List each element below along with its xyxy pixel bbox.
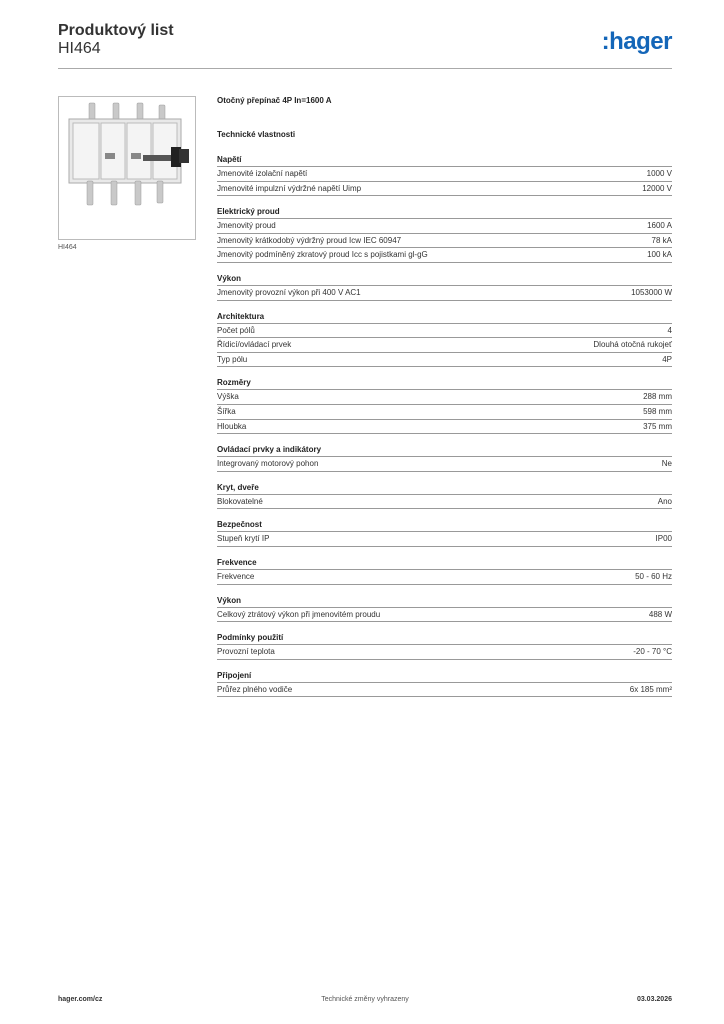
document-title: Produktový list (58, 22, 174, 39)
spec-label: Jmenovité impulzní výdržné napětí Uimp (217, 183, 362, 193)
product-illustration (59, 97, 195, 239)
spec-label: Počet pólů (217, 325, 255, 335)
spec-row (217, 324, 672, 339)
header-divider (58, 68, 672, 69)
spec-content (217, 96, 672, 707)
page-header (58, 20, 672, 70)
hager-logo: :hager (601, 28, 672, 55)
spec-label: Jmenovitý podmíněný zkratový proud Icc s pojistkami gl-gG (217, 250, 428, 260)
spec-value: 100 kA (647, 250, 672, 260)
spec-row (217, 167, 672, 182)
spec-row (217, 338, 672, 353)
spec-value: Dlouhá otočná rukojeť (593, 340, 672, 350)
footer-date: 03.03.2026 (636, 996, 672, 1003)
spec-row (217, 608, 672, 623)
spec-section (217, 206, 672, 263)
spec-label: Integrovaný motorový pohon (217, 459, 319, 469)
spec-value: 375 mm (643, 421, 672, 431)
spec-section (217, 273, 672, 301)
spec-value: 78 kA (651, 235, 672, 245)
section-title: Ovládací prvky a indikátory (217, 444, 672, 457)
spec-row (217, 219, 672, 234)
spec-label: Jmenovitý proud (217, 221, 276, 231)
spec-section (217, 670, 672, 698)
spec-section (217, 632, 672, 660)
spec-value: 1600 A (647, 221, 672, 231)
spec-label: Frekvence (217, 571, 255, 581)
section-title: Výkon (217, 595, 672, 608)
spec-label: Blokovatelné (217, 496, 263, 506)
spec-label: Jmenovitý provozní výkon při 400 V AC1 (217, 287, 361, 297)
spec-value: 288 mm (643, 392, 672, 402)
section-title: Architektura (217, 311, 672, 324)
section-title: Napětí (217, 154, 672, 167)
spec-value: 598 mm (643, 406, 672, 416)
section-title: Frekvence (217, 557, 672, 570)
spec-label: Hloubka (217, 421, 247, 431)
spec-sections (217, 154, 672, 697)
spec-label: Řídicí/ovládací prvek (217, 340, 292, 350)
spec-section (217, 444, 672, 472)
spec-section (217, 482, 672, 510)
spec-section (217, 377, 672, 434)
spec-label: Jmenovitý krátkodobý výdržný proud Icw IEC 60947 (217, 235, 402, 245)
spec-value: 488 W (648, 609, 672, 619)
spec-value: 6x 185 mm² (629, 684, 672, 694)
footer-notice: Technické změny vyhrazeny (321, 996, 409, 1003)
spec-value: 4 (667, 325, 672, 335)
tech-properties-title: Technické vlastnosti (217, 130, 296, 139)
product-code: HI464 (58, 40, 101, 57)
section-title: Bezpečnost (217, 519, 672, 532)
spec-label: Typ pólu (217, 354, 248, 364)
spec-row (217, 390, 672, 405)
spec-label: Průřez plného vodiče (217, 684, 293, 694)
section-title: Elektrický proud (217, 206, 672, 219)
spec-label: Jmenovité izolační napětí (217, 169, 308, 178)
spec-value: Ne (661, 459, 672, 469)
spec-row (217, 182, 672, 197)
spec-value: IP00 (655, 534, 672, 544)
spec-row (217, 234, 672, 249)
section-title: Kryt, dveře (217, 482, 672, 495)
spec-section (217, 519, 672, 547)
section-title: Podmínky použití (217, 632, 672, 645)
spec-value: 12000 V (642, 183, 672, 193)
product-name: Otočný přepínač 4P In=1600 A (217, 96, 332, 105)
spec-value: 50 - 60 Hz (635, 571, 672, 581)
section-title: Připojení (217, 670, 672, 683)
spec-row (217, 248, 672, 263)
spec-value: Ano (657, 496, 672, 506)
section-title: Výkon (217, 273, 672, 286)
footer-website: hager.com/cz (58, 996, 103, 1003)
spec-row (217, 457, 672, 472)
spec-row (217, 570, 672, 585)
spec-row (217, 353, 672, 368)
spec-row (217, 286, 672, 301)
page-footer (58, 996, 672, 1008)
spec-row (217, 532, 672, 547)
spec-row (217, 683, 672, 698)
spec-row (217, 495, 672, 510)
spec-label: Celkový ztrátový výkon při jmenovitém proudu (217, 609, 381, 619)
spec-row (217, 420, 672, 435)
spec-label: Výška (217, 392, 239, 402)
spec-section (217, 311, 672, 368)
spec-section (217, 595, 672, 623)
image-caption: HI464 (58, 244, 77, 251)
spec-value: 4P (662, 354, 672, 364)
spec-label: Provozní teplota (217, 647, 275, 657)
section-title: Rozměry (217, 377, 672, 390)
spec-value: -20 - 70 °C (633, 647, 672, 657)
product-image (58, 96, 196, 240)
spec-value: 1000 V (646, 169, 672, 178)
spec-section (217, 557, 672, 585)
spec-row (217, 405, 672, 420)
spec-row (217, 645, 672, 660)
spec-label: Šířka (217, 406, 236, 416)
spec-label: Stupeň krytí IP (217, 534, 270, 544)
spec-value: 1053000 W (631, 287, 672, 297)
spec-section (217, 154, 672, 196)
